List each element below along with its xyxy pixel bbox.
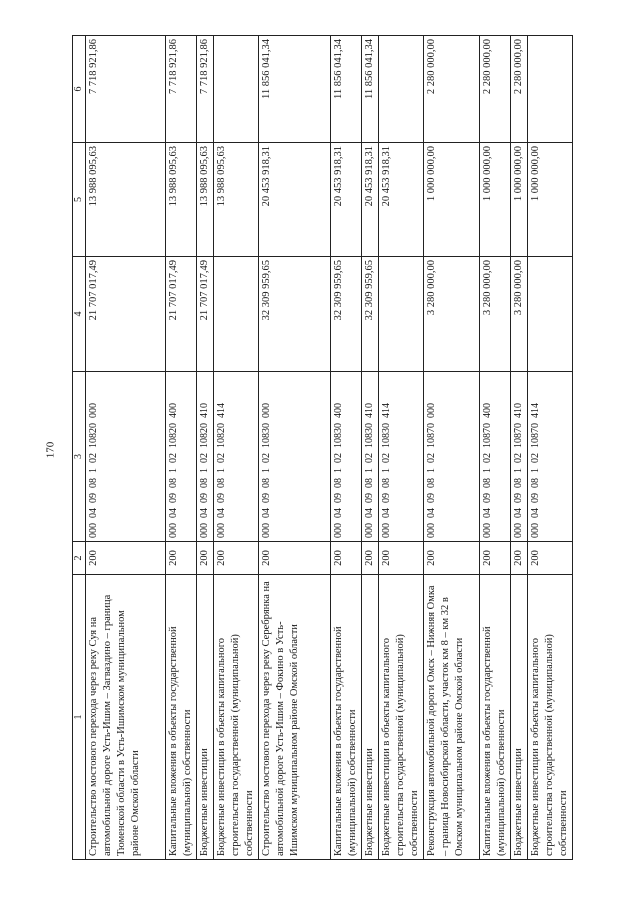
- cell-admin: 200: [166, 542, 197, 575]
- cell-code: 000 04 09 08 1 02 10830 000: [259, 372, 331, 542]
- cell-code: 000 04 09 08 1 02 10820 410: [197, 372, 214, 542]
- cell-amount-part-1: 13 988 095,63: [86, 143, 166, 257]
- cell-amount-part-2: 11 856 041,34: [259, 36, 331, 143]
- budget-table: [72, 35, 573, 860]
- cell-amount-part-1: 13 988 095,63: [166, 143, 197, 257]
- cell-amount-total: 21 707 017,49: [86, 257, 166, 372]
- cell-amount-total: 32 309 959,65: [362, 257, 379, 372]
- cell-name: Строительство мостового перехода через реку Серебрянка на автомобильной дороге Усть-Ишим – Фокино в Усть-Ишимском муниципальном районе Омской области: [259, 575, 331, 860]
- cell-amount-total: 32 309 959,65: [331, 257, 362, 372]
- table-row: [528, 36, 573, 860]
- header-cell-6: 6: [73, 36, 86, 143]
- cell-amount-part-2: 2 280 000,00: [480, 36, 511, 143]
- cell-name: Бюджетные инвестиции в объекты капитального строительства государственной (муниципальной) собственности: [528, 575, 573, 860]
- rotated-table-viewport: [72, 36, 569, 860]
- cell-name: Бюджетные инвестиции: [197, 575, 214, 860]
- cell-name: Бюджетные инвестиции в объекты капитального строительства государственной (муниципальной) собственности: [214, 575, 259, 860]
- cell-admin: 200: [197, 542, 214, 575]
- cell-admin: 200: [480, 542, 511, 575]
- budget-table-wrapper: [72, 36, 569, 860]
- cell-amount-total: 3 280 000,00: [424, 257, 480, 372]
- header-cell-2: 2: [73, 542, 86, 575]
- cell-code: 000 04 09 08 1 02 10830 400: [331, 372, 362, 542]
- cell-amount-part-1: 20 453 918,31: [362, 143, 379, 257]
- cell-admin: 200: [214, 542, 259, 575]
- table-row: [86, 36, 166, 860]
- cell-amount-part-2: 11 856 041,34: [362, 36, 379, 143]
- table-row: [197, 36, 214, 860]
- cell-amount-part-2: [379, 36, 424, 143]
- cell-code: 000 04 09 08 1 02 10820 000: [86, 372, 166, 542]
- table-row: [214, 36, 259, 860]
- cell-amount-total: 3 280 000,00: [480, 257, 511, 372]
- cell-amount-part-1: 13 988 095,63: [197, 143, 214, 257]
- cell-amount-part-1: 20 453 918,31: [331, 143, 362, 257]
- cell-name: Капитальные вложения в объекты государственной (муниципальной) собственности: [480, 575, 511, 860]
- page-number: 170: [44, 441, 57, 459]
- cell-amount-part-1: 13 988 095,63: [214, 143, 259, 257]
- table-row: [331, 36, 362, 860]
- cell-amount-part-2: [528, 36, 573, 143]
- cell-amount-part-2: 2 280 000,00: [424, 36, 480, 143]
- cell-admin: 200: [379, 542, 424, 575]
- cell-amount-part-1: 1 000 000,00: [528, 143, 573, 257]
- cell-amount-part-2: [214, 36, 259, 143]
- cell-amount-part-1: 1 000 000,00: [480, 143, 511, 257]
- cell-code: 000 04 09 08 1 02 10870 414: [528, 372, 573, 542]
- cell-amount-part-2: 11 856 041,34: [331, 36, 362, 143]
- cell-amount-part-2: 2 280 000,00: [511, 36, 528, 143]
- table-row: [424, 36, 480, 860]
- cell-admin: 200: [511, 542, 528, 575]
- table-row: [379, 36, 424, 860]
- header-cell-1: 1: [73, 575, 86, 860]
- table-row: [259, 36, 331, 860]
- header-cell-3: 3: [73, 372, 86, 542]
- cell-amount-part-1: 1 000 000,00: [424, 143, 480, 257]
- cell-amount-total: [528, 257, 573, 372]
- cell-amount-part-2: 7 718 921,86: [86, 36, 166, 143]
- cell-amount-part-1: 20 453 918,31: [259, 143, 331, 257]
- cell-name: Строительство мостового перехода через реку Суя на автомобильной дороге Усть-Ишим – Загваздино – граница Тюменской области в Усть-Ишимском муниципальном районе Омской области: [86, 575, 166, 860]
- cell-name: Бюджетные инвестиции в объекты капитального строительства государственной (муниципальной) собственности: [379, 575, 424, 860]
- cell-name: Бюджетные инвестиции: [511, 575, 528, 860]
- cell-amount-total: 32 309 959,65: [259, 257, 331, 372]
- cell-code: 000 04 09 08 1 02 10830 414: [379, 372, 424, 542]
- header-cell-5: 5: [73, 143, 86, 257]
- cell-amount-part-2: 7 718 921,86: [197, 36, 214, 143]
- cell-amount-part-2: 7 718 921,86: [166, 36, 197, 143]
- cell-name: Бюджетные инвестиции: [362, 575, 379, 860]
- cell-admin: 200: [331, 542, 362, 575]
- cell-amount-part-1: 1 000 000,00: [511, 143, 528, 257]
- cell-amount-part-1: 20 453 918,31: [379, 143, 424, 257]
- header-row: [73, 36, 86, 860]
- cell-amount-total: 21 707 017,49: [166, 257, 197, 372]
- table-body: [86, 36, 573, 860]
- cell-admin: 200: [86, 542, 166, 575]
- cell-name: Капитальные вложения в объекты государственной (муниципальной) собственности: [331, 575, 362, 860]
- cell-admin: 200: [259, 542, 331, 575]
- cell-amount-total: [214, 257, 259, 372]
- cell-name: Капитальные вложения в объекты государственной (муниципальной) собственности: [166, 575, 197, 860]
- cell-amount-total: 21 707 017,49: [197, 257, 214, 372]
- table-row: [480, 36, 511, 860]
- cell-code: 000 04 09 08 1 02 10820 400: [166, 372, 197, 542]
- table-row: [511, 36, 528, 860]
- cell-code: 000 04 09 08 1 02 10820 414: [214, 372, 259, 542]
- cell-admin: 200: [528, 542, 573, 575]
- cell-amount-total: 3 280 000,00: [511, 257, 528, 372]
- cell-admin: 200: [362, 542, 379, 575]
- cell-code: 000 04 09 08 1 02 10830 410: [362, 372, 379, 542]
- cell-code: 000 04 09 08 1 02 10870 410: [511, 372, 528, 542]
- cell-admin: 200: [424, 542, 480, 575]
- table-row: [166, 36, 197, 860]
- cell-amount-total: [379, 257, 424, 372]
- cell-name: Реконструкция автомобильной дороги Омск – Нижняя Омка – граница Новосибирской области, участок км 8 – км 32 в Омском муниципальном районе Омской области: [424, 575, 480, 860]
- cell-code: 000 04 09 08 1 02 10870 000: [424, 372, 480, 542]
- cell-code: 000 04 09 08 1 02 10870 400: [480, 372, 511, 542]
- table-row: [362, 36, 379, 860]
- header-cell-4: 4: [73, 257, 86, 372]
